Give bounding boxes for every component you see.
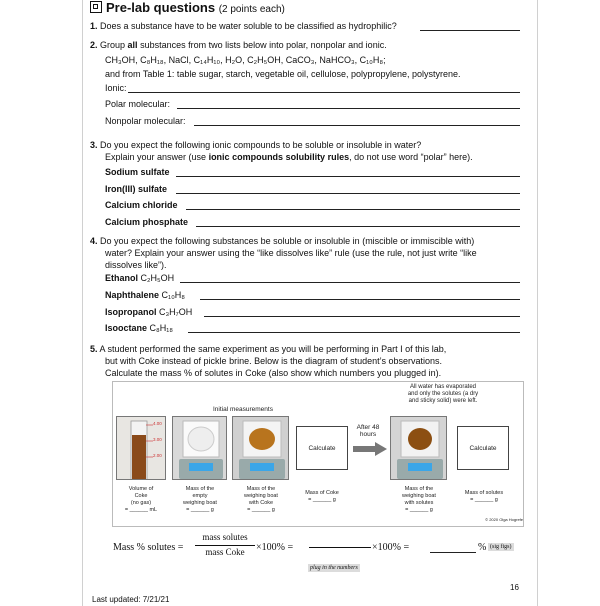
caption-empty-boat: Mass of the empty weighing boat = ______ g — [183, 486, 217, 513]
substance-list-1: CH₃OH, C₈H₁₈, NaCl, C₁₄H₁₀, H₂O, C₂H₅OH, CaCO₃, NaHCO₃, C₁₀H₈; — [105, 55, 386, 65]
cylinder-mark-2: 2.00 — [153, 453, 162, 458]
polar-label: Polar molecular: — [105, 99, 171, 109]
boat-with-solutes-photo — [390, 416, 447, 480]
fraction-denominator: mass Coke — [205, 547, 245, 557]
page-margin-right — [537, 0, 538, 606]
answer-line-sodium-sulfate[interactable] — [176, 176, 520, 177]
times-100-percent-2: ×100% = — [372, 542, 410, 553]
fraction-numerator: mass solutes — [202, 532, 248, 542]
evaporation-note: All water has evaporated and only the solutes (a dry and sticky solid) were left. — [407, 384, 479, 404]
answer-line-calcium-phosphate[interactable] — [196, 226, 520, 227]
scale-icon — [173, 417, 227, 480]
diagram-credit: © 2020 Olga Hogrefe — [485, 517, 523, 522]
answer-line-nonpolar[interactable] — [194, 125, 520, 126]
times-100-percent-1: ×100% = — [256, 542, 294, 553]
right-arrow-icon — [353, 442, 387, 456]
substance-list-2: and from Table 1: table sugar, starch, vegetable oil, cellulose, polypropylene, polystyrene. — [105, 69, 461, 79]
caption-boat-with-coke: Mass of the weighing boat with Coke = ______ g — [244, 486, 278, 513]
caption-boat-with-solutes: Mass of the weighing boat with solutes = ______ g — [402, 486, 436, 513]
calculate-box-mass-coke[interactable]: Calculate — [296, 426, 348, 470]
scale-with-residue-icon — [391, 417, 447, 480]
calculate-box-mass-solutes[interactable]: Calculate — [457, 426, 509, 470]
nonpolar-label: Nonpolar molecular: — [105, 116, 186, 126]
question-3: 3. Do you expect the following ionic compounds to be soluble or insoluble in water? — [90, 140, 422, 150]
answer-line-polar[interactable] — [177, 108, 520, 109]
caption-mass-solutes: Mass of solutes = ______ g — [464, 490, 504, 503]
equation-lhs: Mass % solutes = — [113, 542, 184, 553]
percent-sign: % — [478, 542, 487, 553]
fraction-bar — [195, 545, 255, 546]
answer-line-ionic[interactable] — [128, 92, 520, 93]
graduated-cylinder-photo — [116, 416, 166, 480]
answer-line-percent[interactable] — [430, 552, 476, 553]
document-icon — [90, 1, 102, 13]
boat-with-coke-photo — [232, 416, 289, 480]
ionic-label: Ionic: — [105, 83, 127, 93]
compound-sodium-sulfate: Sodium sulfate — [105, 167, 170, 177]
substance-ethanol: Ethanol C₂H₅OH — [105, 273, 175, 283]
substance-isooctane: Isooctane C₈H₁₈ — [105, 323, 174, 333]
question-3-instructions: Explain your answer (use ionic compounds solubility rules, do not use word “polar” here). — [105, 152, 473, 162]
question-1: 1. Does a substance have to be water soluble to be classified as hydrophilic? — [90, 21, 397, 31]
question-5-line-2: but with Coke instead of pickle brine. Below is the diagram of student’s observations. — [105, 356, 443, 366]
compound-iron-sulfate: Iron(III) sulfate — [105, 184, 168, 194]
answer-line-calcium-chloride[interactable] — [186, 209, 520, 210]
substance-naphthalene: Naphthalene C₁₀H₈ — [105, 290, 186, 300]
graduated-cylinder-icon — [117, 417, 166, 480]
compound-calcium-phosphate: Calcium phosphate — [105, 217, 189, 227]
question-2: 2. Group all substances from two lists below into polar, nonpolar and ionic. — [90, 40, 387, 50]
page-number: 16 — [510, 583, 519, 592]
answer-line-iron-sulfate[interactable] — [176, 193, 520, 194]
compound-calcium-chloride: Calcium chloride — [105, 200, 178, 210]
last-updated: Last updated: 7/21/21 — [92, 595, 170, 604]
answer-line-ethanol[interactable] — [180, 282, 520, 283]
answer-line-isopropanol[interactable] — [204, 316, 520, 317]
question-4-line-2: water? Explain your answer using the “like dissolves like” rule (use the rule, not just write “like — [105, 248, 477, 258]
cylinder-mark-3: 3.00 — [153, 437, 162, 442]
answer-line-isooctane[interactable] — [188, 332, 520, 333]
observation-diagram — [112, 381, 524, 527]
initial-measurements-label: Initial measurements — [213, 406, 273, 413]
caption-mass-coke: Mass of Coke = ______ g — [305, 490, 339, 503]
after-48-hours-label: After 48 hours — [356, 424, 380, 438]
plug-in-fraction-bar[interactable] — [309, 547, 371, 548]
question-5: 5. A student performed the same experiment as you will be performing in Part I of this lab, — [90, 344, 447, 354]
plug-in-hint: plug in the numbers — [310, 565, 358, 571]
scale-with-coke-icon — [233, 417, 289, 480]
cylinder-mark-4: 4.00 — [153, 421, 162, 426]
question-5-line-3: Calculate the mass % of solutes in Coke (also show which numbers you plugged in). — [105, 368, 442, 378]
sig-figs-note: (sig figs) — [490, 544, 512, 550]
question-4: 4. Do you expect the following substances be soluble or insoluble in (miscible or immiscible with) — [90, 236, 475, 246]
caption-volume-coke: Volume of Coke (no gas) = ______ mL — [124, 486, 158, 513]
question-4-line-3: dissolves like”). — [105, 260, 167, 270]
empty-boat-photo — [172, 416, 227, 480]
coke-liquid — [132, 435, 146, 480]
section-heading: Pre-lab questions (2 points each) — [106, 0, 285, 15]
substance-isopropanol: Isopropanol C₃H₇OH — [105, 307, 193, 317]
answer-line-naphthalene[interactable] — [200, 299, 520, 300]
answer-line-q1[interactable] — [420, 30, 520, 31]
